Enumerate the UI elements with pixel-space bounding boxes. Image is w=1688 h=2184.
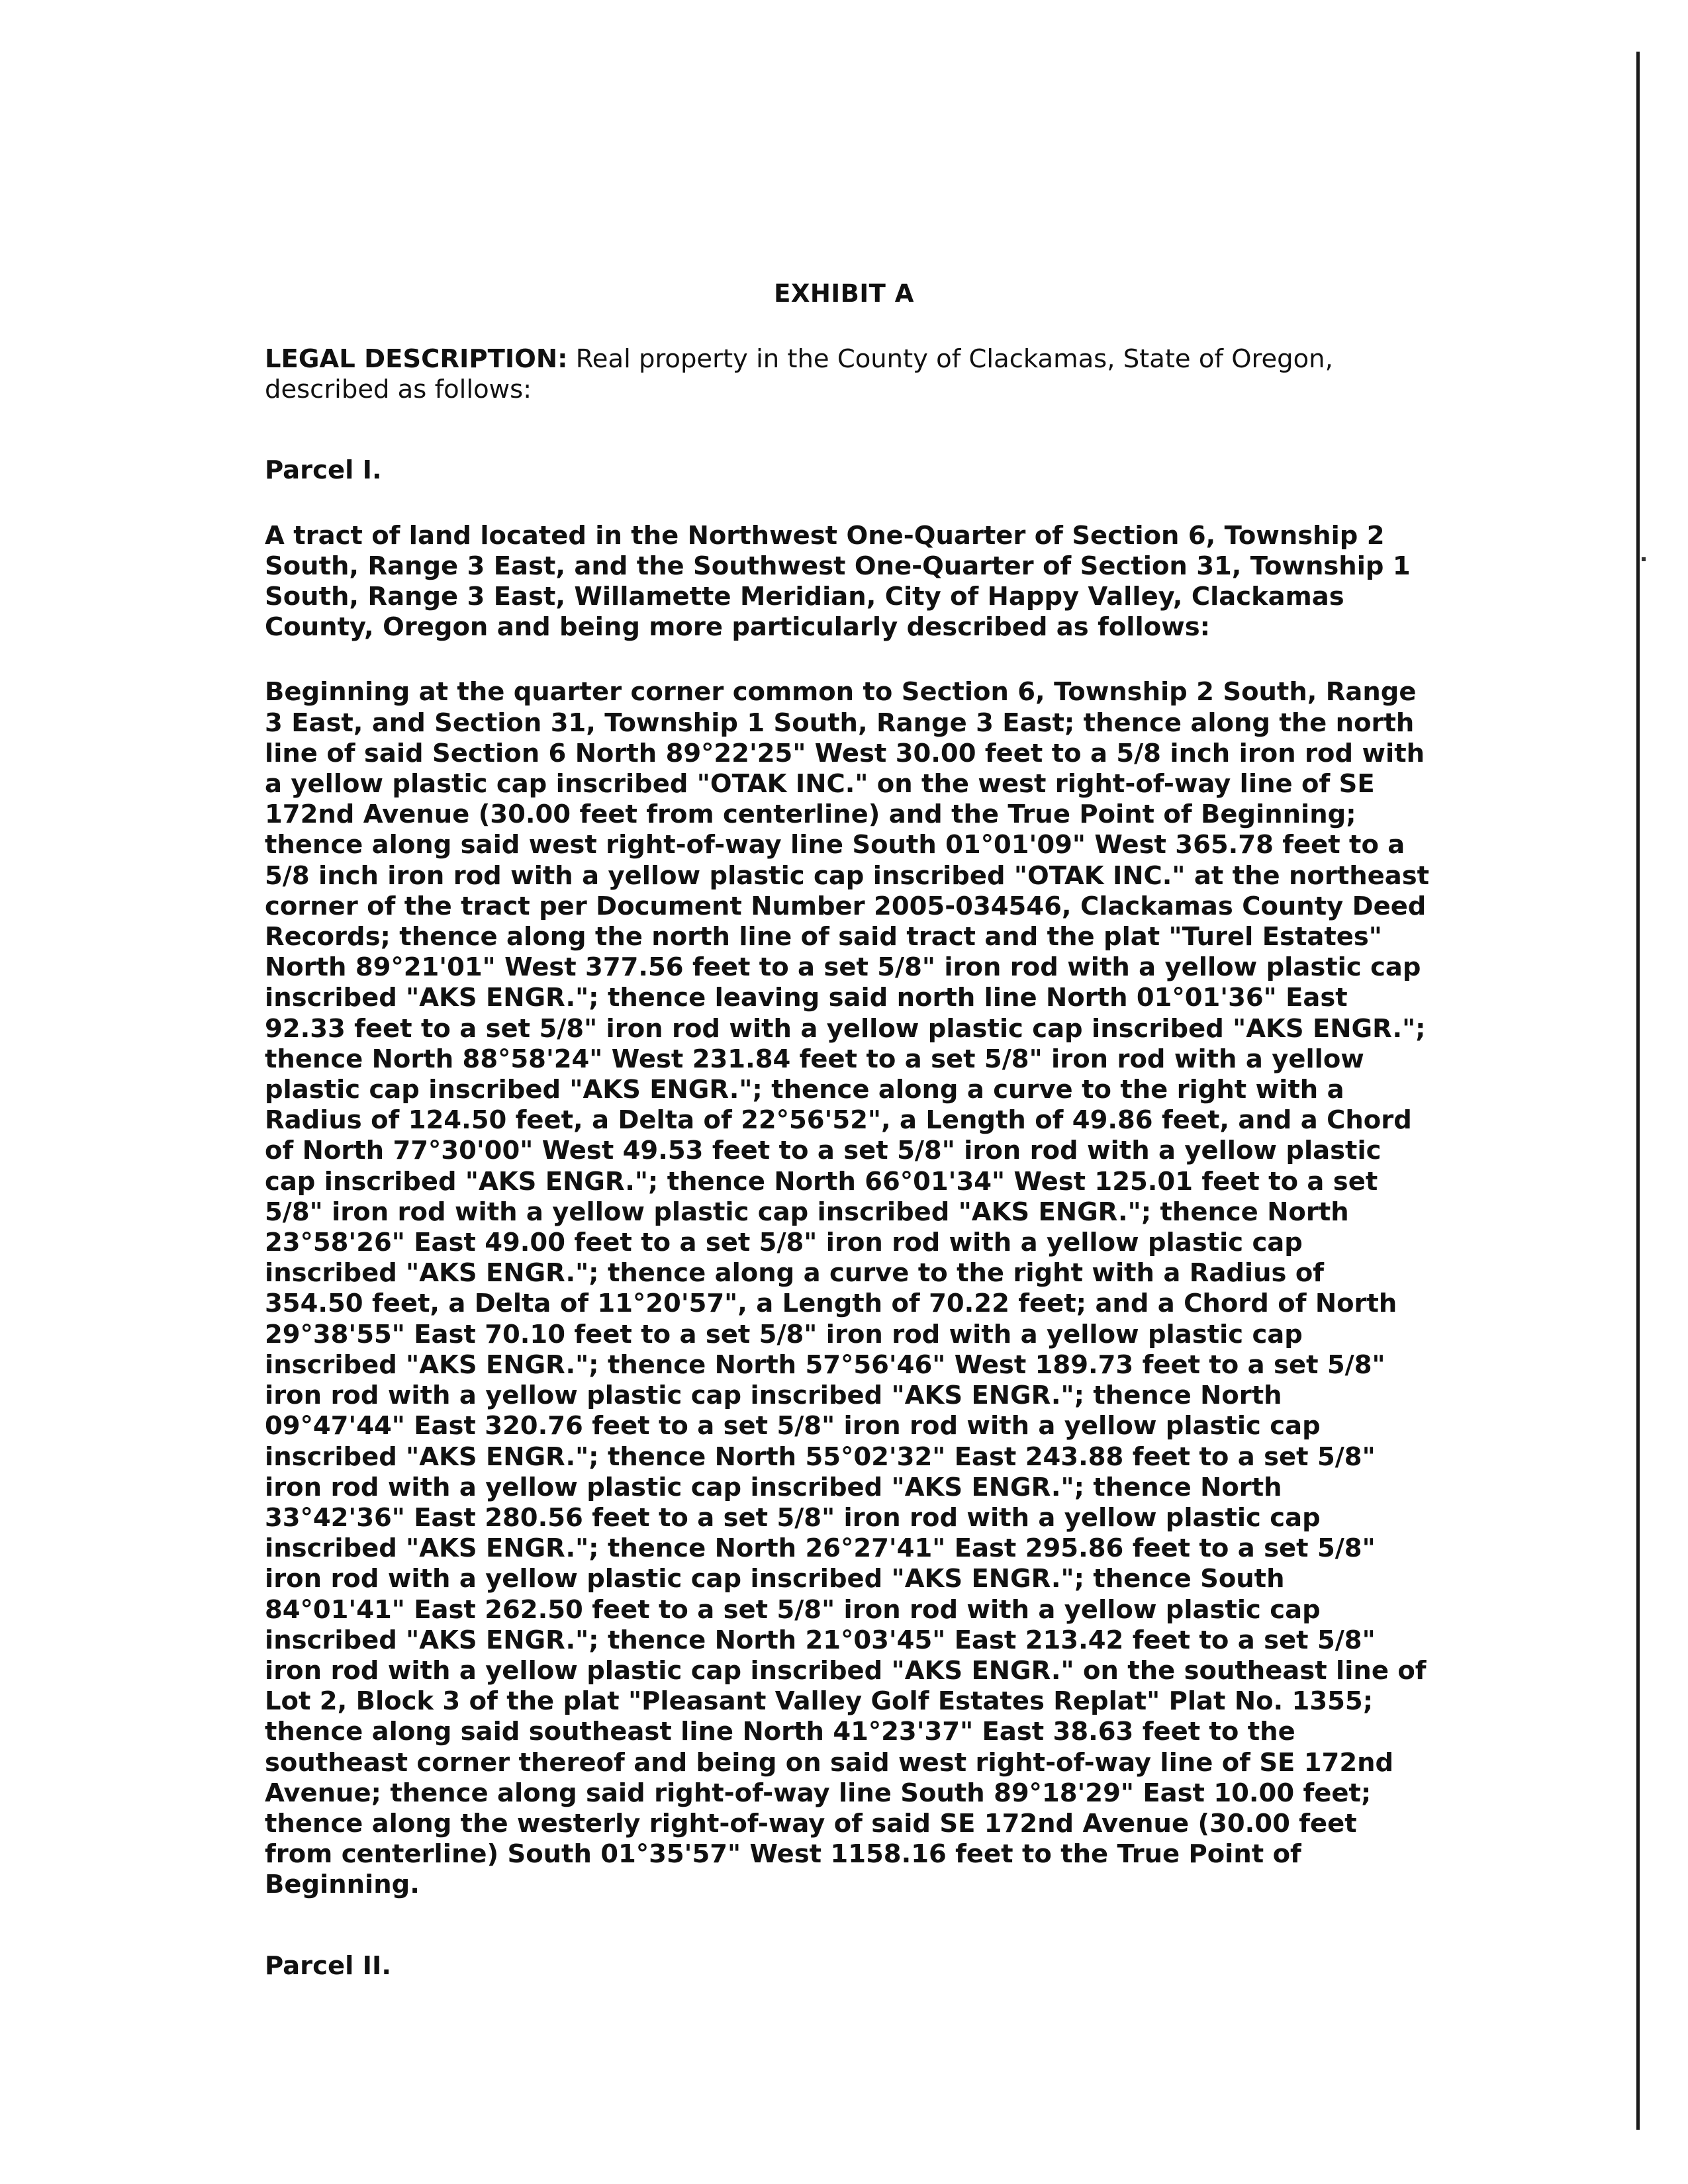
- parcel-1-metes-and-bounds: Beginning at the quarter corner common to Section 6, Township 2 South, Range 3 East, and Section 31, Township 1 South, Range 3 East; thence along the north line of said Section 6 North 89°22'25" West 30.00 feet to a 5/8 inch iron rod with a yellow plastic cap inscribed "OTAK INC." on the west right-of-way line of SE 172nd Avenue (30.00 feet from centerline) and the True Point of Beginning; thence along said west right-of-way line South 01°01'09" West 365.78 feet to a 5/8 inch iron rod with a yellow plastic cap inscribed "OTAK INC." at the northeast corner of the tract per Document Number 2005-034546, Clackamas County Deed Records; thence along the north line of said tract and the plat "Turel Estates" North 89°21'01" West 377.56 feet to a set 5/8" iron rod with a yellow plastic cap inscribed "AKS ENGR."; thence leaving said north line North 01°01'36" East 92.33 feet to a set 5/8" iron rod with a yellow plastic cap inscribed "AKS ENGR."; thence North 88°58'24" West 231.84 feet to a set 5/8" iron rod with a yellow plastic cap inscribed "AKS ENGR."; thence along a curve to the right with a Radius of 124.50 feet, a Delta of 22°56'52", a Length of 49.86 feet, and a Chord of North 77°30'00" West 49.53 feet to a set 5/8" iron rod with a yellow plastic cap inscribed "AKS ENGR."; thence North 66°01'34" West 125.01 feet to a set 5/8" iron rod with a yellow plastic cap inscribed "AKS ENGR."; thence North 23°58'26" East 49.00 feet to a set 5/8" iron rod with a yellow plastic cap inscribed "AKS ENGR."; thence along a curve to the right with a Radius of 354.50 feet, a Delta of 11°20'57", a Length of 70.22 feet; and a Chord of North 29°38'55" East 70.10 feet to a set 5/8" iron rod with a yellow plastic cap inscribed "AKS ENGR."; thence North 57°56'46" West 189.73 feet to a set 5/8" iron rod with a yellow plastic cap inscribed "AKS ENGR."; thence North 09°47'44" East 320.76 feet to a set 5/8" iron rod with a yellow plastic cap inscribed "AKS ENGR."; thence North 55°02'32" East 243.88 feet to a set 5/8" iron rod with a yellow plastic cap inscribed "AKS ENGR."; thence North 33°42'36" East 280.56 feet to a set 5/8" iron rod with a yellow plastic cap inscribed "AKS ENGR."; thence North 26°27'41" East 295.86 feet to a set 5/8" iron rod with a yellow plastic cap inscribed "AKS ENGR."; thence South 84°01'41" East 262.50 feet to a set 5/8" iron rod with a yellow plastic cap inscribed "AKS ENGR."; thence North 21°03'45" East 213.42 feet to a set 5/8" iron rod with a yellow plastic cap inscribed "AKS ENGR." on the southeast line of Lot 2, Block 3 of the plat "Pleasant Valley Golf Estates Replat" Plat No. 1355; thence along said southeast line North 41°23'37" East 38.63 feet to the southeast corner thereof and being on said west right-of-way line of SE 172nd Avenue; thence along said right-of-way line South 89°18'29" East 10.00 feet; thence along the westerly right-of-way of said SE 172nd Avenue (30.00 feet from centerline) South 01°35'57" West 1158.16 feet to the True Point of Beginning.: [265, 677, 1430, 1900]
- legal-description: [265, 344, 1430, 405]
- scan-edge-line: [1636, 52, 1640, 2130]
- parcel-1-tract-description: A tract of land located in the Northwest One-Quarter of Section 6, Township 2 South, Range 3 East, and the Southwest One-Quarter of Section 31, Township 1 South, Range 3 East, Willamette Meridian, City of Happy Valley, Clackamas County, Oregon and being more particularly described as follows:: [265, 520, 1411, 643]
- parcel-2-heading: Parcel II.: [265, 1950, 391, 1981]
- legal-description-text: Real property in the County of Clackamas, State of Oregon, described as follows:: [265, 344, 1333, 405]
- exhibit-title: EXHIBIT A: [774, 279, 914, 308]
- scan-artifact-mark: [1642, 557, 1646, 561]
- document-body: [265, 344, 1430, 2016]
- parcel-1-heading: Parcel I.: [265, 455, 382, 486]
- legal-description-label: LEGAL DESCRIPTION:: [265, 344, 568, 374]
